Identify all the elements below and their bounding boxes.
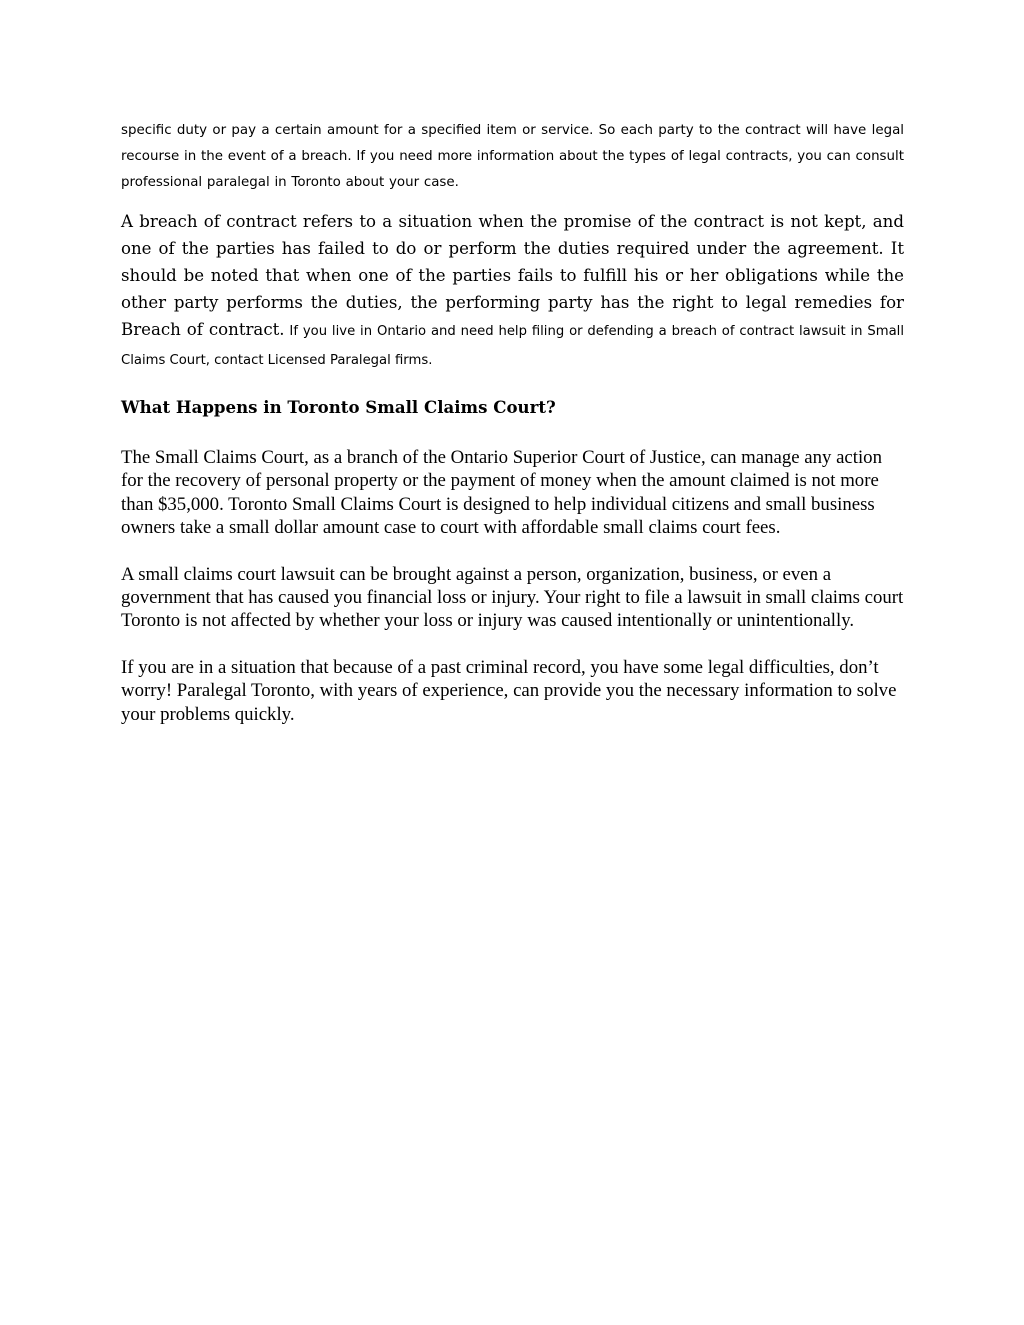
paragraph-breach	[121, 208, 904, 374]
section-heading: What Happens in Toronto Small Claims Court?	[121, 397, 556, 417]
paragraph-lawsuit: A small claims court lawsuit can be brought against a person, organization, business, or even a government that has caused you financial loss or injury. Your right to file a lawsuit in small claims court Toronto is not affected by whether your loss or injury was caused intentionally or unintentionally.	[121, 563, 904, 632]
document-page	[121, 118, 904, 726]
paragraph-intro: specific duty or pay a certain amount for a specified item or service. So each party to the contract will have legal recourse in the event of a breach. If you need more information about the types of legal contracts, you can consult professional paralegal in Toronto about your case.	[121, 123, 904, 190]
breach-tail-text: If you live in Ontario and need help filing or defending a breach of contract lawsuit in Small Claims Court, contact Licensed Paralegal firms.	[121, 324, 904, 368]
breach-main-text: A breach of contract refers to a situation when the promise of the contract is not kept, and one of the parties has failed to do or perform the duties required under the agreement. It should be noted that when one of the parties fails to fulfill his or her obligations while the other party performs the duties, the performing party has the right to legal remedies for Breach of contract.	[121, 212, 904, 339]
paragraph-small-claims-court: The Small Claims Court, as a branch of the Ontario Superior Court of Justice, can manage any action for the recovery of personal property or the payment of money when the amount claimed is not more than $35,000. Toronto Small Claims Court is designed to help individual citizens and small business owners take a small dollar amount case to court with affordable small claims court fees.	[121, 447, 882, 539]
paragraph-dont-worry: If you are in a situation that because of a past criminal record, you have some legal difficulties, don’t worry! Paralegal Toronto, with years of experience, can provide you the necessary information to solve your problems quickly.	[121, 656, 897, 725]
